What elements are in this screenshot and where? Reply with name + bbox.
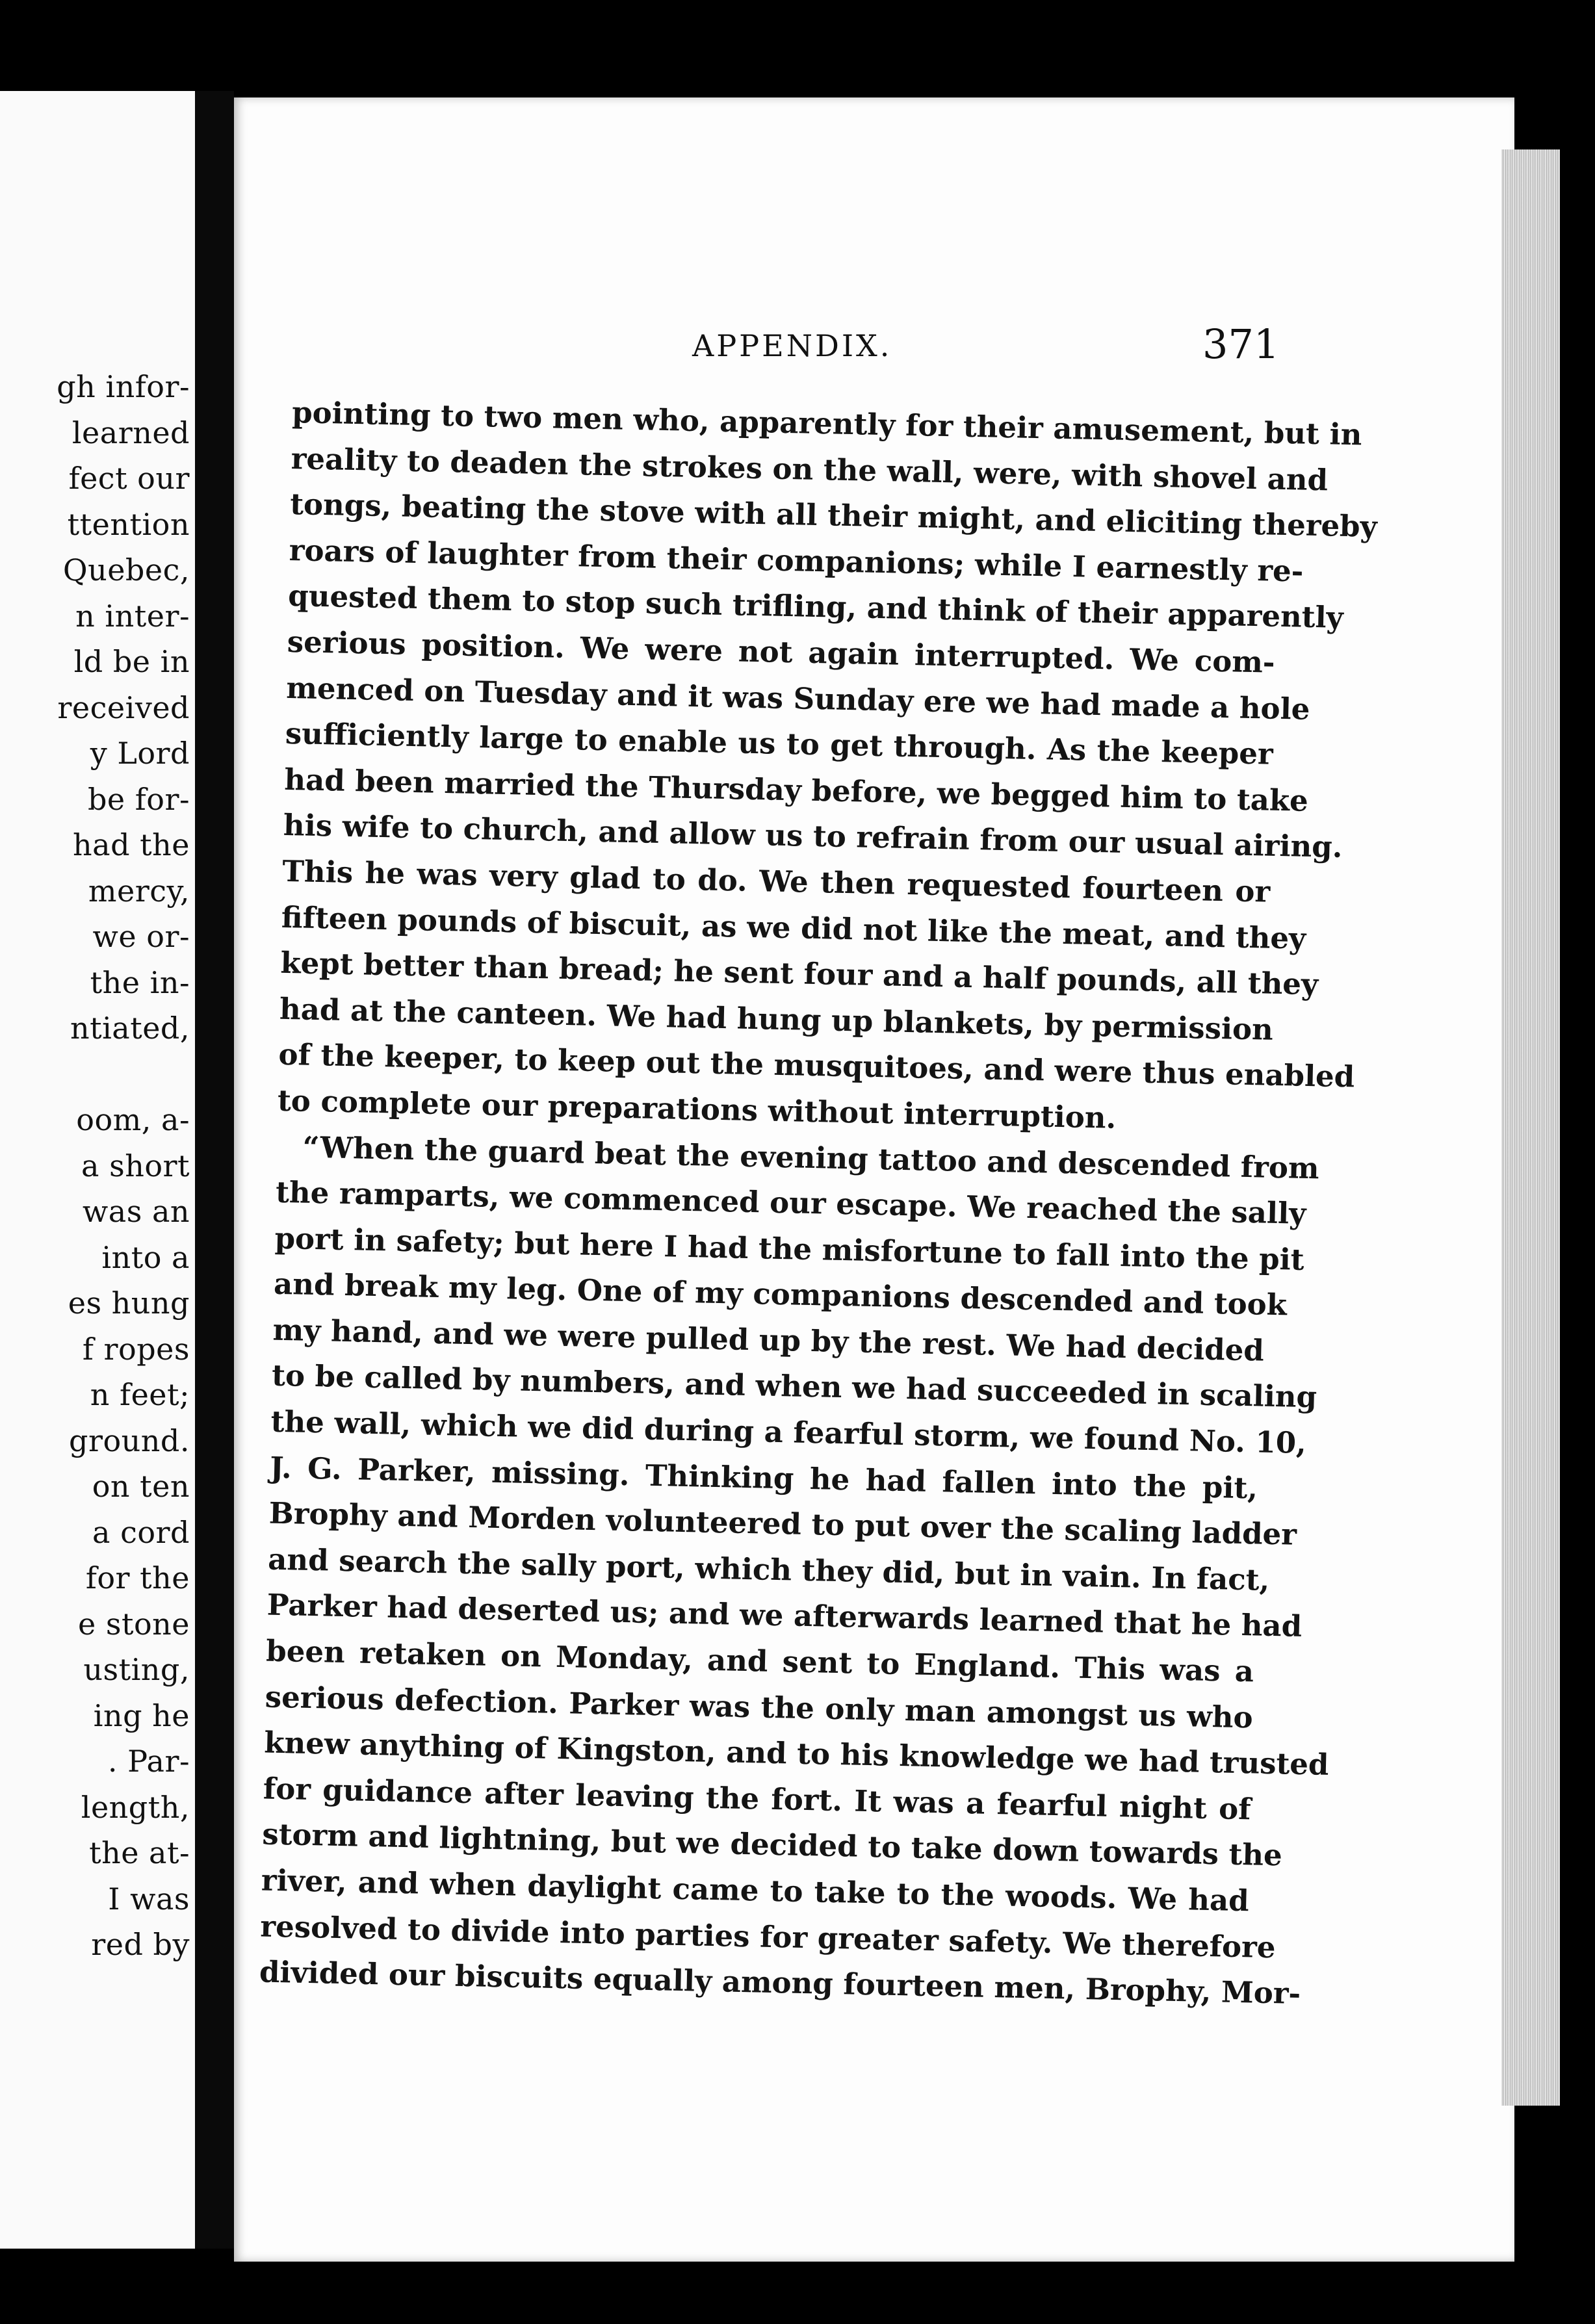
- previous-page-line: be for-: [87, 781, 190, 817]
- body-line: his wife to church, and allow us to refrain from our usual airing.: [283, 808, 1343, 865]
- body-line: storm and lightning, but we decided to take down towards the: [261, 1816, 1283, 1873]
- body-line: Parker had deserted us; and we afterwards learned that he had: [266, 1588, 1303, 1644]
- previous-page-line: Quebec,: [62, 552, 190, 587]
- body-line: Brophy and Morden volunteered to put over the scaling ladder: [268, 1495, 1297, 1552]
- body-line: to complete our preparations without interruption.: [277, 1083, 1117, 1135]
- previous-page-line: on ten: [92, 1469, 190, 1504]
- previous-page-line: received: [57, 690, 190, 725]
- body-line: the ramparts, we commenced our escape. We reached the sally: [275, 1174, 1306, 1232]
- previous-page-line: the at-: [89, 1835, 190, 1870]
- previous-page-line: es hung: [68, 1285, 190, 1321]
- previous-page-line: [0, 1052, 190, 1098]
- previous-page-line: I was: [108, 1881, 190, 1917]
- previous-page-line: for the: [85, 1560, 190, 1595]
- previous-page-line: a short: [81, 1148, 190, 1183]
- body-line: to be called by numbers, and when we had succeeded in scaling: [271, 1358, 1317, 1415]
- previous-page-line: a cord: [92, 1514, 190, 1550]
- previous-page-line: ground.: [69, 1423, 190, 1458]
- body-line: kept better than bread; he sent four and a half pounds, all they: [279, 945, 1319, 1002]
- body-line: “When the guard beat the evening tattoo and descended from: [302, 1130, 1320, 1185]
- previous-page-line: the in-: [90, 964, 190, 1000]
- previous-page-text: [0, 364, 190, 1968]
- body-line: fifteen pounds of biscuit, as we did not like the meat, and they: [281, 899, 1306, 956]
- previous-page-line: into a: [101, 1239, 190, 1275]
- previous-page-line: length,: [81, 1789, 190, 1825]
- body-line: had been married the Thursday before, we begged him to take: [283, 762, 1309, 818]
- body-line: tongs, beating the stove with all their might, and eliciting thereby: [289, 487, 1378, 545]
- previous-page-line: n feet;: [90, 1377, 190, 1412]
- previous-page-line: oom, a-: [76, 1102, 190, 1137]
- previous-page-line: ing he: [93, 1698, 190, 1733]
- previous-page-line: was an: [82, 1194, 190, 1229]
- body-line: roars of laughter from their companions; while I earnestly re-: [289, 532, 1304, 589]
- body-line: river, and when daylight came to take to the woods. We had: [261, 1863, 1250, 1918]
- body-line: had at the canteen. We had hung up blankets, by permission: [279, 991, 1274, 1047]
- body-line: port in safety; but here I had the misfortune to fall into the pit: [274, 1220, 1305, 1277]
- body-line: for guidance after leaving the fort. It was a fearful night of: [263, 1771, 1252, 1827]
- previous-page-line: ld be in: [73, 644, 190, 679]
- body-line: serious defection. Parker was the only man amongst us who: [265, 1679, 1254, 1735]
- body-line: pointing to two men who, apparently for their amusement, but in: [291, 394, 1362, 452]
- body-line: and search the sally port, which they did, but in vain. In fact,: [267, 1542, 1270, 1597]
- body-line: my hand, and we were pulled up by the rest. We had decided: [272, 1312, 1265, 1368]
- previous-page-line: ttention: [67, 506, 190, 542]
- previous-page-line: ntiated,: [70, 1011, 190, 1046]
- page-header: [234, 320, 1514, 380]
- body-line: serious position. We were not again interrupted. We com-: [287, 624, 1276, 680]
- previous-page-line: had the: [73, 827, 190, 862]
- previous-page-line: n inter-: [75, 598, 190, 634]
- body-line: reality to deaden the strokes on the wall, were, with shovel and: [291, 441, 1329, 497]
- previous-page-line: usting,: [83, 1652, 190, 1687]
- previous-page-line: red by: [91, 1927, 190, 1962]
- body-line: quested them to stop such trifling, and think of their apparently: [287, 578, 1344, 636]
- body-line: been retaken on Monday, and sent to England. This was a: [265, 1633, 1254, 1689]
- current-page: [234, 97, 1514, 2262]
- previous-page-line: learned: [71, 415, 190, 450]
- body-line: J. G. Parker, missing. Thinking he had fallen into the pit,: [269, 1450, 1258, 1506]
- body-text: [259, 390, 1378, 2016]
- previous-page-line: y Lord: [90, 736, 190, 771]
- body-line: menced on Tuesday and it was Sunday ere we had made a hole: [285, 670, 1310, 727]
- previous-page: [0, 91, 195, 2249]
- page-number: 371: [1202, 320, 1280, 368]
- body-line: the wall, which we did during a fearful storm, we found No. 10,: [270, 1404, 1307, 1461]
- previous-page-line: we or-: [92, 919, 190, 954]
- body-line: This he was very glad to do. We then requested fourteen or: [281, 853, 1271, 909]
- body-line: of the keeper, to keep out the musquitoes, and were thus enabled: [278, 1037, 1355, 1094]
- previous-page-line: f ropes: [82, 1331, 190, 1367]
- body-line: knew anything of Kingston, and to his knowledge we had trusted: [263, 1725, 1329, 1783]
- body-line: resolved to divide into parties for greater safety. We therefore: [259, 1909, 1276, 1965]
- page-edges: [1501, 149, 1560, 2106]
- previous-page-line: . Par-: [107, 1744, 190, 1779]
- previous-page-line: mercy,: [88, 873, 190, 909]
- previous-page-line: fect our: [68, 461, 190, 496]
- body-line: divided our biscuits equally among fourteen men, Brophy, Mor-: [259, 1954, 1301, 2011]
- previous-page-line: e stone: [78, 1606, 190, 1642]
- book-gutter: [195, 91, 234, 2249]
- running-head: APPENDIX.: [692, 328, 892, 363]
- body-line: sufficiently large to enable us to get through. As the keeper: [285, 716, 1274, 771]
- body-line: and break my leg. One of my companions descended and took: [273, 1266, 1288, 1323]
- previous-page-line: gh infor-: [57, 369, 190, 404]
